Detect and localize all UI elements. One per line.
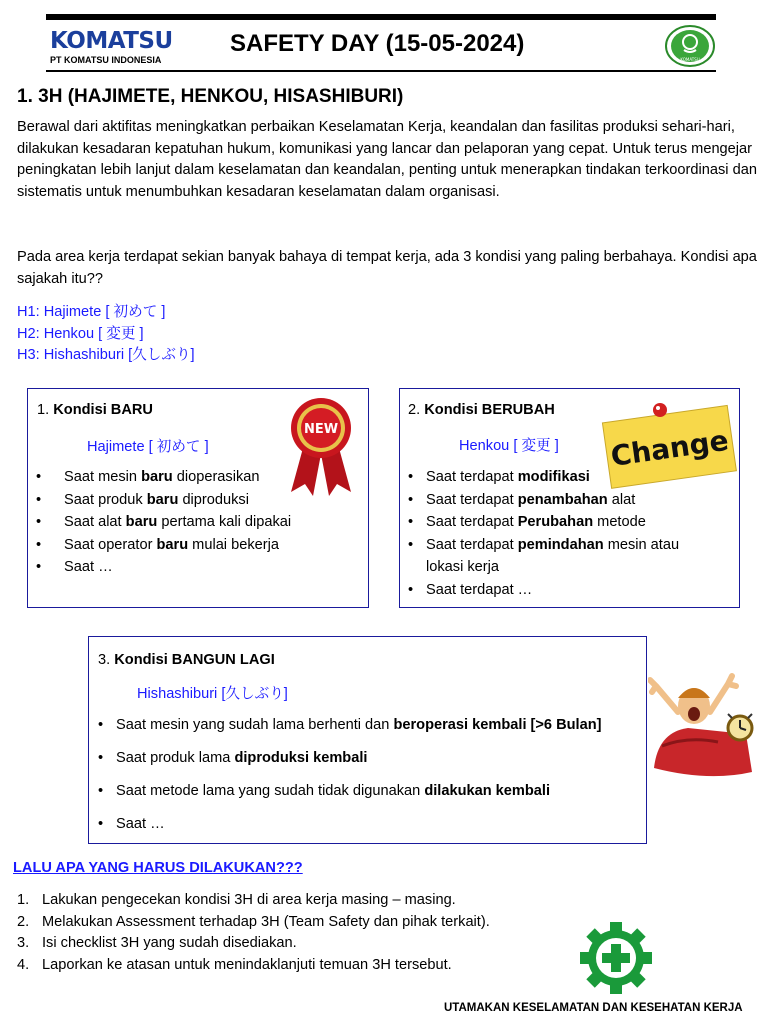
page-title: SAFETY DAY (15-05-2024) xyxy=(230,30,525,57)
medal-text: NEW xyxy=(303,422,339,437)
box-title: 3. Kondisi BANGUN LAGI xyxy=(98,652,275,668)
actions-list xyxy=(17,890,490,976)
question-paragraph: Pada area kerja terdapat sekian banyak bahaya di tempat kerja, ada 3 kondisi yang paling berbahaya. Kondisi apa sajakah itu?? xyxy=(17,249,757,287)
box-subtitle: Hajimete [ 初めて ] xyxy=(87,439,209,455)
note-text: Change xyxy=(608,423,731,473)
list-item: • Saat produk lama diproduksi kembali xyxy=(98,742,643,775)
list-item: • Saat terdapat Perubahan metode xyxy=(408,511,733,534)
list-item: 3. Isi checklist 3H yang sudah disediakan. xyxy=(17,935,297,951)
k3-safety-gear-icon xyxy=(576,918,656,998)
list-item: • Saat … xyxy=(98,808,643,841)
list-item: • Saat terdapat penambahan alat xyxy=(408,489,733,512)
green-logo-text: KOMATSU xyxy=(680,57,700,62)
h-item: H1: Hajimete [ 初めて ] xyxy=(17,304,166,320)
logo-subtitle: PT KOMATSU INDONESIA xyxy=(50,55,162,65)
intro-paragraph: Berawal dari aktifitas meningkatkan perbaikan Keselamatan Kerja, keandalan dan fasilitas produksi sehari-hari, dilakukan kesadaran kepatuhan hukum, komunikasi yang lancar dan pelaporan yang cepat. Untuk terus mengejar peningkatan lebih lanjut dalam keselamatan dan keandalan, penting untuk menerapkan tindakan terkoordinasi dan sistematis untuk menumbuhkan kesadaran keselamatan dalam organisasi. xyxy=(17,119,757,200)
list-item: • Saat mesin yang sudah lama berhenti dan beroperasi kembali [>6 Bulan] xyxy=(98,709,643,742)
box-list xyxy=(98,709,643,841)
list-item: • Saat mesin baru dioperasikan xyxy=(36,466,356,489)
box-subtitle: Hishashiburi [久しぶり] xyxy=(137,686,288,702)
waking-man-icon xyxy=(648,672,756,784)
h-item: H2: Henkou [ 変更 ] xyxy=(17,325,144,342)
box-title: 2. Kondisi BERUBAH xyxy=(408,402,555,418)
box-title: 1. Kondisi BARU xyxy=(37,402,153,418)
footer-slogan: UTAMAKAN KESELAMATAN DAN KESEHATAN KERJA xyxy=(444,1002,743,1014)
list-item: • Saat operator baru mulai bekerja xyxy=(36,534,356,557)
section-heading: 1. 3H (HAJIMETE, HENKOU, HISASHIBURI) xyxy=(17,86,404,107)
list-item: • Saat produk baru diproduksi xyxy=(36,489,356,512)
list-item: • Saat terdapat modifikasi xyxy=(408,466,733,489)
header-bottom-rule xyxy=(46,70,716,72)
list-item: • Saat alat baru pertama kali dipakai xyxy=(36,511,356,534)
list-item: • Saat terdapat … xyxy=(408,579,733,602)
header-top-rule xyxy=(46,14,716,20)
h-list xyxy=(17,302,195,367)
green-leaf-logo-icon xyxy=(664,24,716,68)
logo-word: KOMATSU xyxy=(50,28,173,54)
list-item: 2. Melakukan Assessment terhadap 3H (Team Safety dan pihak terkait). xyxy=(17,913,490,930)
list-item: • Saat metode lama yang sudah tidak digunakan dilakukan kembali xyxy=(98,775,643,808)
list-item: • Saat terdapat pemindahan mesin atau lokasi kerja xyxy=(408,534,716,579)
actions-heading: LALU APA YANG HARUS DILAKUKAN??? xyxy=(13,860,303,876)
new-medal-icon xyxy=(285,396,357,498)
h-item: H3: Hishashiburi [久しぶり] xyxy=(17,347,195,363)
list-item: • Saat … xyxy=(36,556,356,579)
list-item: 4. Laporkan ke atasan untuk menindaklanjuti temuan 3H tersebut. xyxy=(17,956,452,973)
kondisi-bangun-lagi-box xyxy=(88,636,647,844)
change-note-icon xyxy=(594,396,742,492)
list-item: 1. Lakukan pengecekan kondisi 3H di area kerja masing – masing. xyxy=(17,892,456,908)
box-subtitle: Henkou [ 変更 ] xyxy=(459,438,559,454)
komatsu-logo xyxy=(50,28,175,66)
